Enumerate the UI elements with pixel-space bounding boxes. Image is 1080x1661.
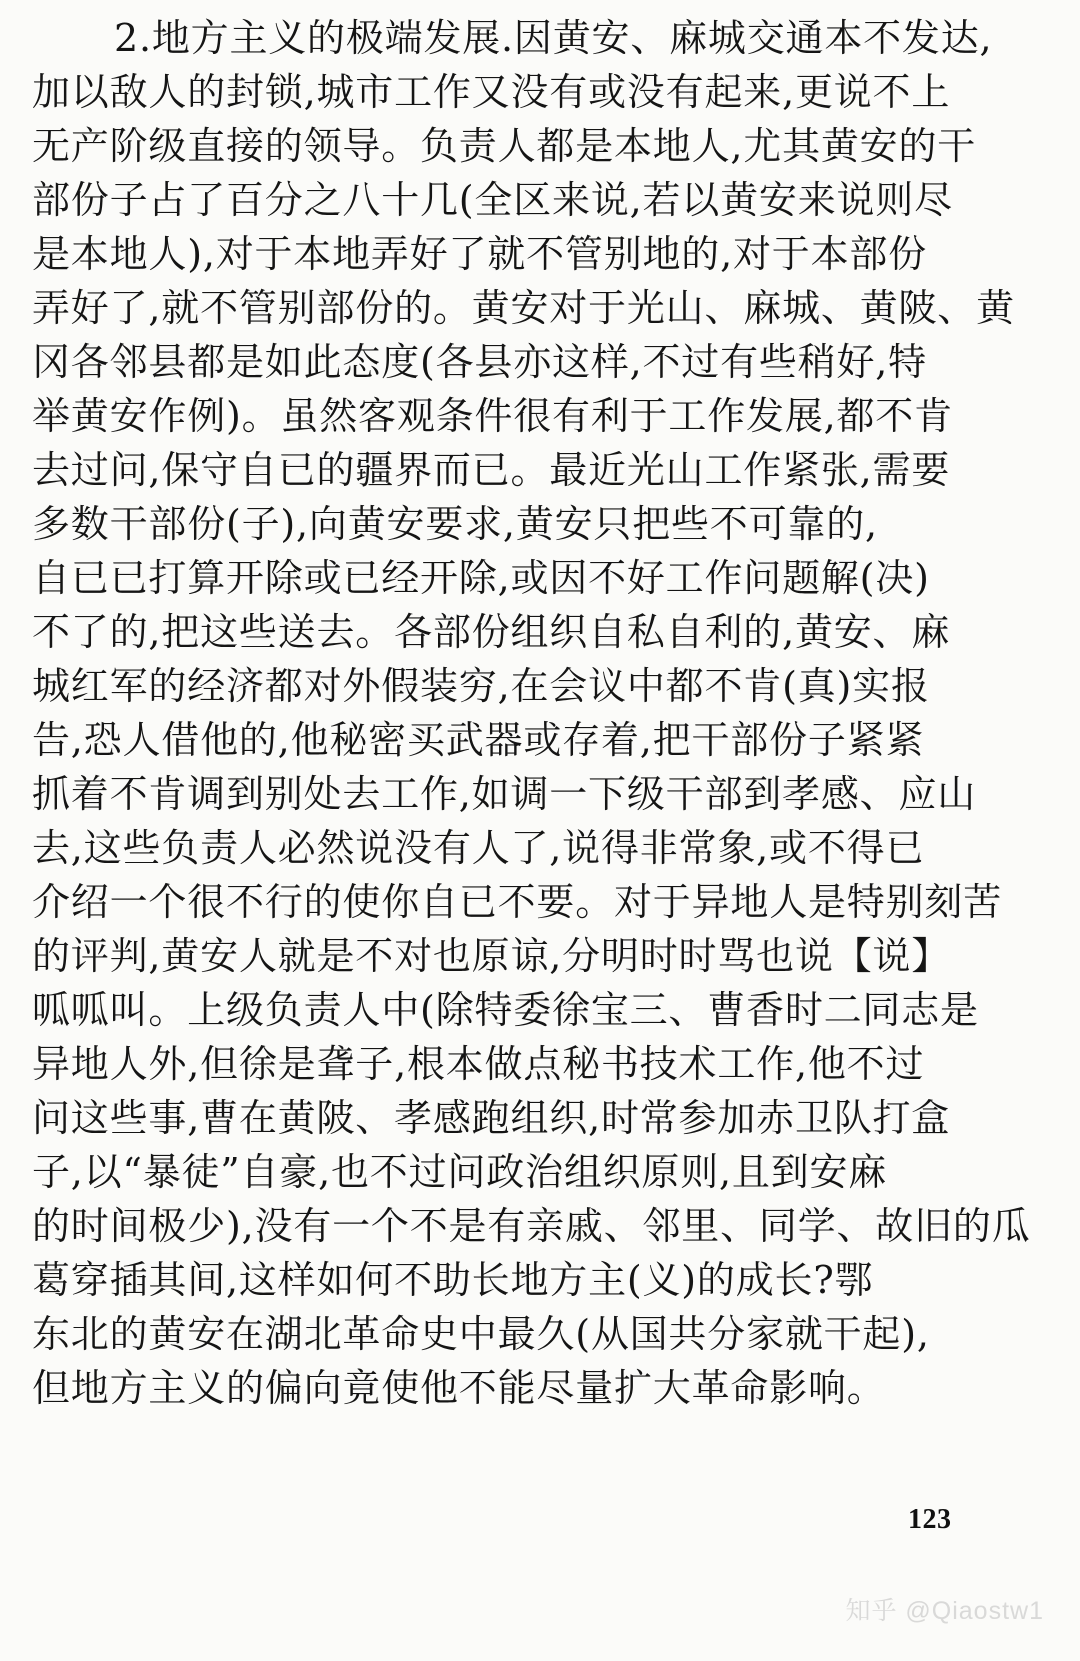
text-line-14: 告,恐人借他的,他秘密买武器或存着,把干部份子紧紧 <box>32 718 925 762</box>
text-line-9: 去过问,保守自已的疆界而已。最近光山工作紧张,需要 <box>32 448 951 492</box>
text-line-17: 介绍一个很不行的使你自已不要。对于异地人是特别刻苦 <box>32 880 1003 924</box>
watermark: 知乎 @Qiaostw1 <box>845 1597 1044 1625</box>
text-line-13: 城红军的经济都对外假装穷,在会议中都不肯(真)实报 <box>32 664 930 708</box>
text-line-2: 加以敌人的封锁,城市工作又没有或没有起来,更说不上 <box>32 70 951 114</box>
text-line-16: 去,这些负责人必然说没有人了,说得非常象,或不得已 <box>32 826 925 870</box>
text-line-1: 2.地方主义的极端发展.因黄安、麻城交通本不发达, <box>114 16 993 60</box>
text-line-3: 无产阶级直接的领导。负责人都是本地人,尤其黄安的干 <box>32 124 977 168</box>
text-line-12: 不了的,把这些送去。各部份组织自私自利的,黄安、麻 <box>32 610 951 654</box>
text-line-24: 葛穿插其间,这样如何不助长地方主(义)的成长?鄂 <box>32 1258 874 1302</box>
text-line-22: 子,以“暴徒”自豪,也不过问政治组织原则,且到安麻 <box>32 1150 888 1194</box>
text-line-7: 冈各邻县都是如此态度(各县亦这样,不过有些稍好,特 <box>32 340 927 384</box>
text-line-19: 呱呱叫。上级负责人中(除特委徐宝三、曹香时二同志是 <box>32 988 979 1032</box>
text-line-6: 弄好了,就不管别部份的。黄安对于光山、麻城、黄陂、黄 <box>32 286 1015 330</box>
text-line-23: 的时间极少),没有一个不是有亲戚、邻里、同学、故旧的瓜 <box>32 1204 1031 1248</box>
text-line-11: 自已已打算开除或已经开除,或因不好工作问题解(决) <box>32 556 930 600</box>
text-line-15: 抓着不肯调到别处去工作,如调一下级干部到孝感、应山 <box>32 772 977 816</box>
text-line-8: 举黄安作例)。虽然客观条件很有利于工作发展,都不肯 <box>32 394 953 438</box>
text-line-25: 东北的黄安在湖北革命史中最久(从国共分家就干起), <box>32 1312 930 1356</box>
text-line-20: 异地人外,但徐是聋子,根本做点秘书技术工作,他不过 <box>32 1042 925 1086</box>
text-line-21: 问这些事,曹在黄陂、孝感跑组织,时常参加赤卫队打盒 <box>32 1096 951 1140</box>
text-line-4: 部份子占了百分之八十几(全区来说,若以黄安来说则尽 <box>32 178 953 222</box>
page-number: 123 <box>908 1504 952 1535</box>
text-line-26: 但地方主义的偏向竟使他不能尽量扩大革命影响。 <box>32 1366 886 1410</box>
text-line-18: 的评判,黄安人就是不对也原谅,分明时时骂也说【说】 <box>32 934 951 978</box>
text-line-10: 多数干部份(子),向黄安要求,黄安只把些不可靠的, <box>32 502 878 546</box>
scan-speck <box>6 12 16 24</box>
text-line-5: 是本地人),对于本地弄好了就不管别地的,对于本部份 <box>32 232 927 276</box>
